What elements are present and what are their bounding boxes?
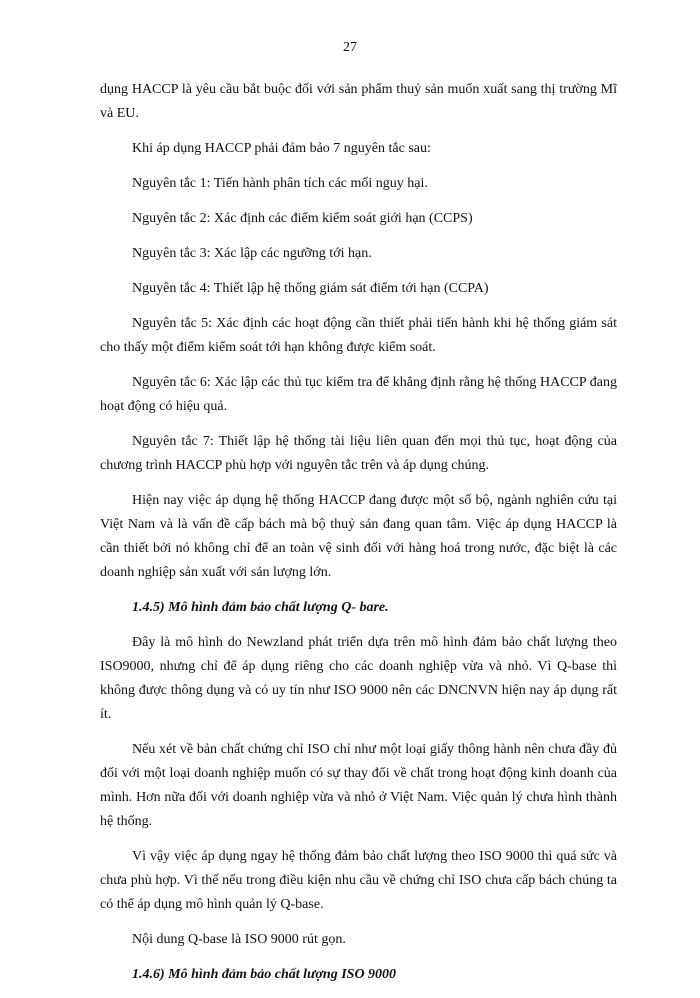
document-body xyxy=(100,78,617,998)
paragraph-principle-2: Nguyên tắc 2: Xác định các điểm kiểm soát giới hạn (CCPS) xyxy=(132,211,473,226)
paragraph-principle-3: Nguyên tắc 3: Xác lập các ngưỡng tới hạn. xyxy=(132,246,372,261)
paragraph-haccp-vietnam: Hiện nay việc áp dụng hệ thống HACCP đang được một số bộ, ngành nghiên cứu tại Việt Nam và là vấn đề cấp bách mà bộ thuỷ sản đang quan tâm. Việc áp dụng HACCP là cần thiết bởi nó không chỉ để an toàn vệ sinh đối với hàng hoá trong nước, đặc biệt là các doanh nghiệp sản xuất với sản lượng lớn. xyxy=(100,493,617,580)
paragraph-iso-certificate: Nếu xét về bản chất chứng chỉ ISO chỉ như một loại giấy thông hành nên chưa đầy đủ đối với một loại doanh nghiệp muốn có sự thay đổi về chất trong hoạt động kinh doanh của mình. Hơn nữa đối với doanh nghiệp vừa và nhỏ ở Việt Nam. Việc quản lý chưa hình thành hệ thống. xyxy=(100,742,617,829)
page-number: 27 xyxy=(343,40,357,55)
paragraph-principle-7: Nguyên tắc 7: Thiết lập hệ thống tài liệu liên quan đến mọi thủ tục, hoạt động của chương trình HACCP phù hợp với nguyên tắc trên và áp dụng chúng. xyxy=(100,434,617,473)
paragraph-principle-1: Nguyên tắc 1: Tiến hành phân tích các mối nguy hại. xyxy=(132,176,428,191)
section-heading-1-4-5: 1.4.5) Mô hình đảm bảo chất lượng Q- bare. xyxy=(132,600,389,615)
section-heading-1-4-6: 1.4.6) Mô hình đảm bảo chất lượng ISO 9000 xyxy=(132,967,397,982)
paragraph-principle-4: Nguyên tắc 4: Thiết lập hệ thống giám sát điểm tới hạn (CCPA) xyxy=(132,281,489,296)
paragraph-haccp-requirement: dụng HACCP là yêu cầu bắt buộc đối với sản phẩm thuỷ sản muốn xuất sang thị trường Mĩ và EU. xyxy=(100,82,617,121)
paragraph-qbase-content: Nội dung Q-base là ISO 9000 rút gọn. xyxy=(132,932,346,947)
paragraph-qbase-recommendation: Vì vậy việc áp dụng ngay hệ thống đảm bảo chất lượng theo ISO 9000 thì quá sức và chưa phù hợp. Vì thế nếu trong điều kiện nhu cầu về chứng chỉ ISO chưa cấp bách chúng ta có thể áp dụng mô hình quản lý Q-base. xyxy=(100,849,617,912)
paragraph-principles-intro: Khi áp dụng HACCP phải đảm bảo 7 nguyên tắc sau: xyxy=(132,141,431,156)
paragraph-qbase-definition: Đây là mô hình do Newzland phát triển dựa trên mô hình đảm bảo chất lượng theo ISO9000, nhưng chỉ để áp dụng riêng cho các doanh nghiệp vừa và nhỏ. Vì Q-base thì không được thông dụng và có uy tín như ISO 9000 nên các DNCNVN hiện nay áp dụng rất ít. xyxy=(100,635,617,722)
paragraph-principle-5: Nguyên tắc 5: Xác định các hoạt động cần thiết phải tiến hành khi hệ thống giám sát cho thấy một điểm kiểm soát tới hạn không được kiểm soát. xyxy=(100,316,617,355)
paragraph-principle-6: Nguyên tắc 6: Xác lập các thủ tục kiểm tra để khẳng định rằng hệ thống HACCP đang hoạt động có hiệu quả. xyxy=(100,375,617,414)
